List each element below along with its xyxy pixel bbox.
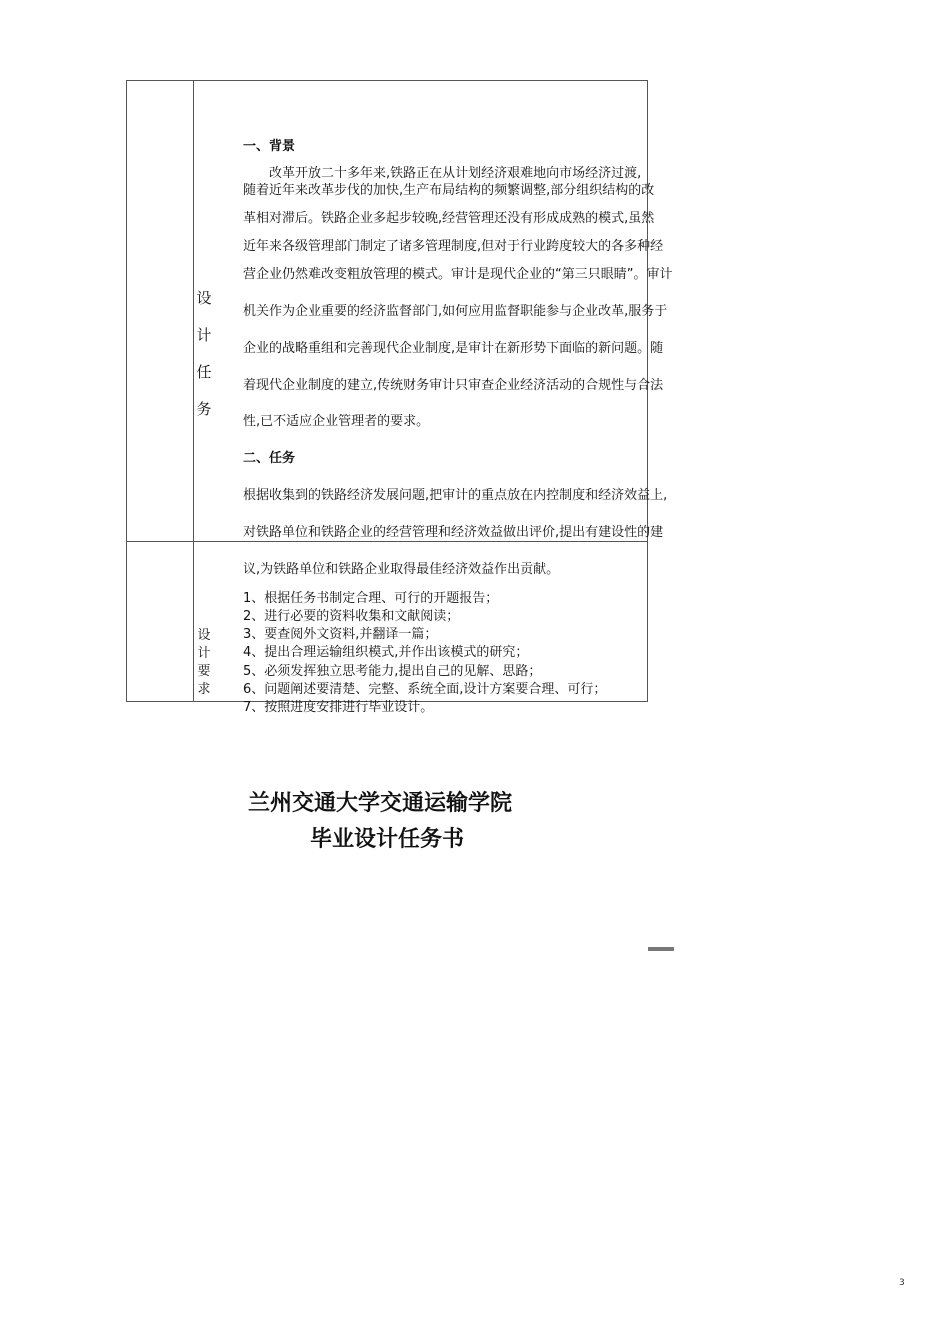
row-label-design-task: 设 计 任 务 <box>196 289 212 418</box>
background-line: 革相对滞后。铁路企业多起步较晚,经营管理还没有形成成熟的模式,虽然 <box>243 211 655 226</box>
task-line: 根据收集到的铁路经济发展问题,把审计的重点放在内控制度和经济效益上, <box>243 488 668 503</box>
background-line: 近年来各级管理部门制定了诸多管理制度,但对于行业跨度较大的各多种经 <box>243 239 664 254</box>
page-number: 3 <box>899 1278 905 1288</box>
requirement-item: 4、提出合理运输组织模式,并作出该模式的研究； <box>243 645 529 660</box>
task-line: 对铁路单位和铁路企业的经营管理和经济效益做出评价,提出有建设性的建 <box>243 525 664 540</box>
background-line: 着现代企业制度的建立,传统财务审计只审查企业经济活动的合规性与合法 <box>243 378 664 393</box>
background-line: 随着近年来改革步伐的加快,生产布局结构的频繁调整,部分组织结构的改 <box>243 183 655 198</box>
requirement-item: 3、要查阅外文资料,并翻译一篇； <box>243 627 438 642</box>
background-line: 改革开放二十多年来,铁路正在从计划经济艰难地向市场经济过渡, <box>243 166 642 181</box>
background-line: 营企业仍然难改变粗放管理的模式。审计是现代企业的“第三只眼睛”。审计 <box>243 267 673 282</box>
background-line: 机关作为企业重要的经济监督部门,如何应用监督职能参与企业改革,服务于 <box>243 304 668 319</box>
section-heading-background: 一、背景 <box>243 139 296 154</box>
background-line: 企业的战略重组和完善现代企业制度,是审计在新形势下面临的新问题。随 <box>243 341 664 356</box>
background-line: 性,已不适应企业管理者的要求。 <box>243 414 430 429</box>
task-line: 议,为铁路单位和铁路企业取得最佳经济效益作出贡献。 <box>243 562 560 577</box>
document-title: 毕业设计任务书 <box>310 827 465 852</box>
requirement-item: 6、问题阐述要清楚、完整、系统全面,设计方案要合理、可行； <box>243 682 607 697</box>
section-heading-task: 二、任务 <box>243 451 296 466</box>
dash-mark <box>648 947 674 951</box>
university-title: 兰州交通大学交通运输学院 <box>248 791 513 816</box>
requirement-item: 7、按照进度安排进行毕业设计。 <box>243 700 434 715</box>
requirement-item: 5、必须发挥独立思考能力,提出自己的见解、思路； <box>243 664 542 679</box>
requirement-item: 1、根据任务书制定合理、可行的开题报告； <box>243 591 499 606</box>
requirement-item: 2、进行必要的资料收集和文献阅读； <box>243 609 460 624</box>
table-row-divider <box>126 541 648 542</box>
row-label-design-requirements: 设 计 要 求 <box>197 628 211 697</box>
